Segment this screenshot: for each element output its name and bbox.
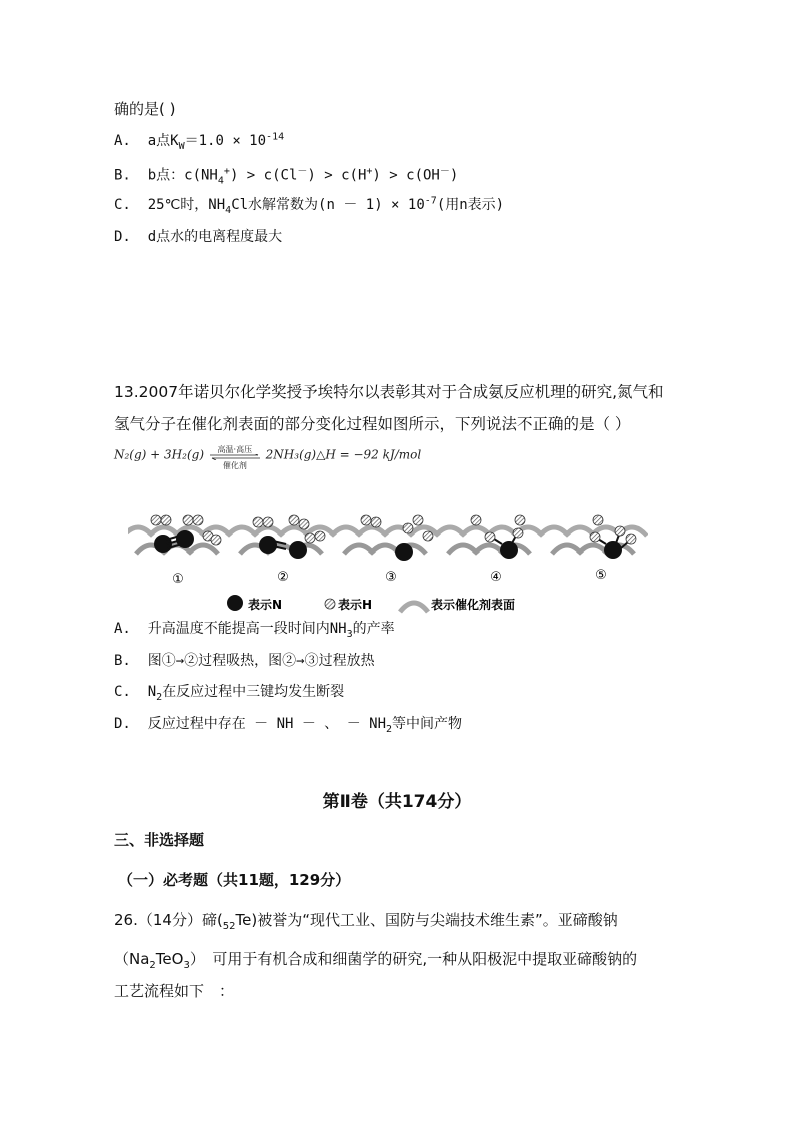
q13-stem-line2: 氢气分子在催化剂表面的部分变化过程如图所示，下列说法不正确的是（ ） <box>114 415 631 433</box>
q26-line3: 工艺流程如下 ： <box>114 982 235 1000</box>
step-5-diagram <box>539 515 647 559</box>
step-1-diagram <box>128 515 231 554</box>
q13-stem-line1: 13.2007年诺贝尔化学奖授予埃特尔以表彰其对于合成氨反应机理的研究,氮气和 <box>114 383 664 401</box>
q12-option-a: A. a点$K_W=1.0 \times 10^{-14}$ <box>114 131 285 152</box>
legend-surface-icon <box>400 603 428 612</box>
step-4-label: ④ <box>490 570 502 585</box>
part-3-subheading: （一）必考题（共11题，129分） <box>118 871 351 889</box>
step-3-diagram <box>331 515 439 561</box>
step-3-label: ③ <box>385 570 397 585</box>
q12-option-d: D. d点水的电离程度最大 <box>114 229 283 245</box>
q13-option-a: A. 升高温度不能提高一段时间内$NH_3$的产率 <box>114 621 395 640</box>
legend-n-icon <box>227 595 243 611</box>
legend-n-label: 表示N <box>248 598 283 612</box>
q26-line1: 26.（14分）碲$(_{52}Te)$被誉为“现代工业、国防与尖端技术维生素”。亚碲酸钠 <box>114 911 618 932</box>
q12-stem-end: 确的是( ) <box>114 100 176 118</box>
part-3-heading: 三、非选择题 <box>114 831 205 849</box>
step-4-diagram <box>435 515 543 559</box>
legend-surface-label: 表示催化剂表面 <box>431 598 516 612</box>
section-title: 第Ⅱ卷（共174分） <box>322 792 472 812</box>
step-2-label: ② <box>277 570 289 585</box>
step-1-label: ① <box>172 572 184 587</box>
q13-option-c: C. $N_2$在反应过程中三键均发生断裂 <box>114 684 345 703</box>
equilibrium-arrow-icon: 高温·高压 催化剂 <box>210 446 260 464</box>
q13-equation: N₂(g) + 3H₂(g) 高温·高压 催化剂 2NH₃(g)△H = −92 kJ/mol <box>114 445 422 470</box>
legend-h-label: 表示H <box>338 598 373 612</box>
step-2-diagram <box>227 515 335 559</box>
q12-option-b: B. b点：$c(NH_4^+) > c(Cl^-) > c(H^+) > c(OH^-)$ <box>114 166 459 187</box>
step-5-label: ⑤ <box>595 568 607 583</box>
q13-option-b: B. 图①→②过程吸热，图②→③过程放热 <box>114 653 375 669</box>
q12-option-c: C. 25℃时，$NH_4Cl$水解常数为$(n - 1) \times 10^{-7}$(用n表示) <box>114 195 505 216</box>
q13-option-d: D. 反应过程中存在 － NH － 、 － $NH_2$等中间产物 <box>114 716 463 735</box>
q26-line2: $(Na_2TeO_3)$ 可用于有机合成和细菌学的研究,一种从阳极泥中提取亚碲酸钠的 <box>114 950 638 971</box>
legend-h-icon <box>325 599 335 609</box>
catalyst-surface-figure <box>128 506 648 616</box>
